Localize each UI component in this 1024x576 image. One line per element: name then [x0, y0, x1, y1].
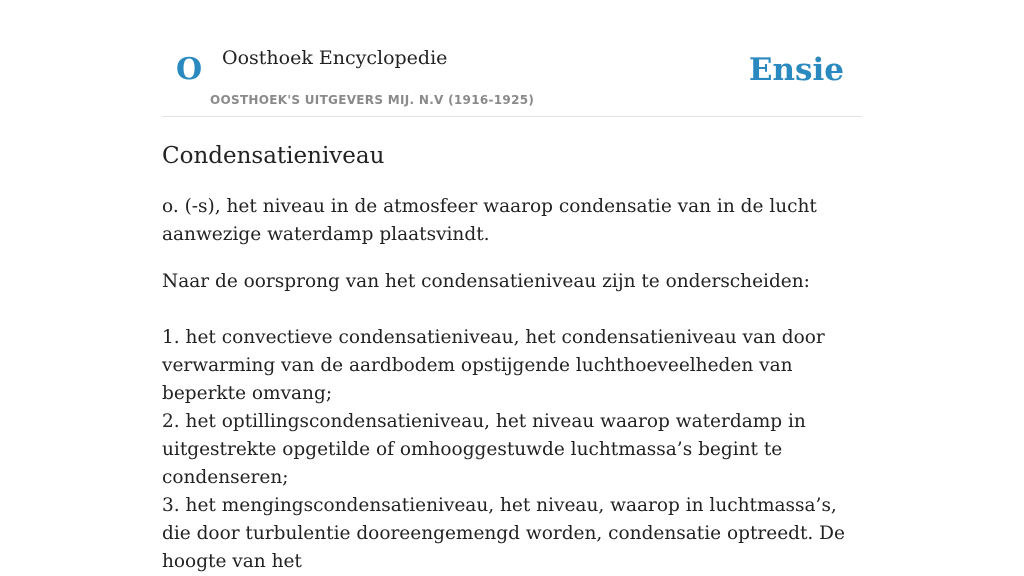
entry-title: Condensatieniveau: [162, 143, 385, 169]
entry-definition: o. (-s), het niveau in de atmosfeer waarop condensatie van in de lucht aanwezige waterdamp plaatsvindt.: [162, 196, 817, 245]
list-item: 3. het mengingscondensatieniveau, het niveau, waarop in luchtmassa’s, die door turbulentie dooreengemengd worden, condensatie optreedt. De hoogte van het: [162, 495, 845, 572]
list-item: 1. het convectieve condensatieniveau, het condensatieniveau van door verwarming van de aardbodem opstijgende luchthoeveelheden van beperkte omvang;: [162, 327, 825, 404]
entry-list: [162, 324, 862, 576]
source-letter-badge[interactable]: O: [176, 52, 203, 87]
source-publisher: OOSTHOEK'S UITGEVERS MIJ. N.V (1916-1925): [210, 93, 535, 107]
entry-intro: Naar de oorsprong van het condensatieniveau zijn te onderscheiden:: [162, 271, 810, 292]
ensie-logo[interactable]: Ensie: [748, 52, 844, 88]
list-item: 2. het optillingscondensatieniveau, het niveau waarop waterdamp in uitgestrekte opgetilde of omhooggestuwde luchtmassa’s begint te condenseren;: [162, 411, 806, 488]
source-title-link[interactable]: Oosthoek Encyclopedie: [222, 47, 448, 69]
entry-header: [162, 0, 862, 117]
entry-body: [162, 193, 862, 576]
page-container: [162, 0, 862, 576]
